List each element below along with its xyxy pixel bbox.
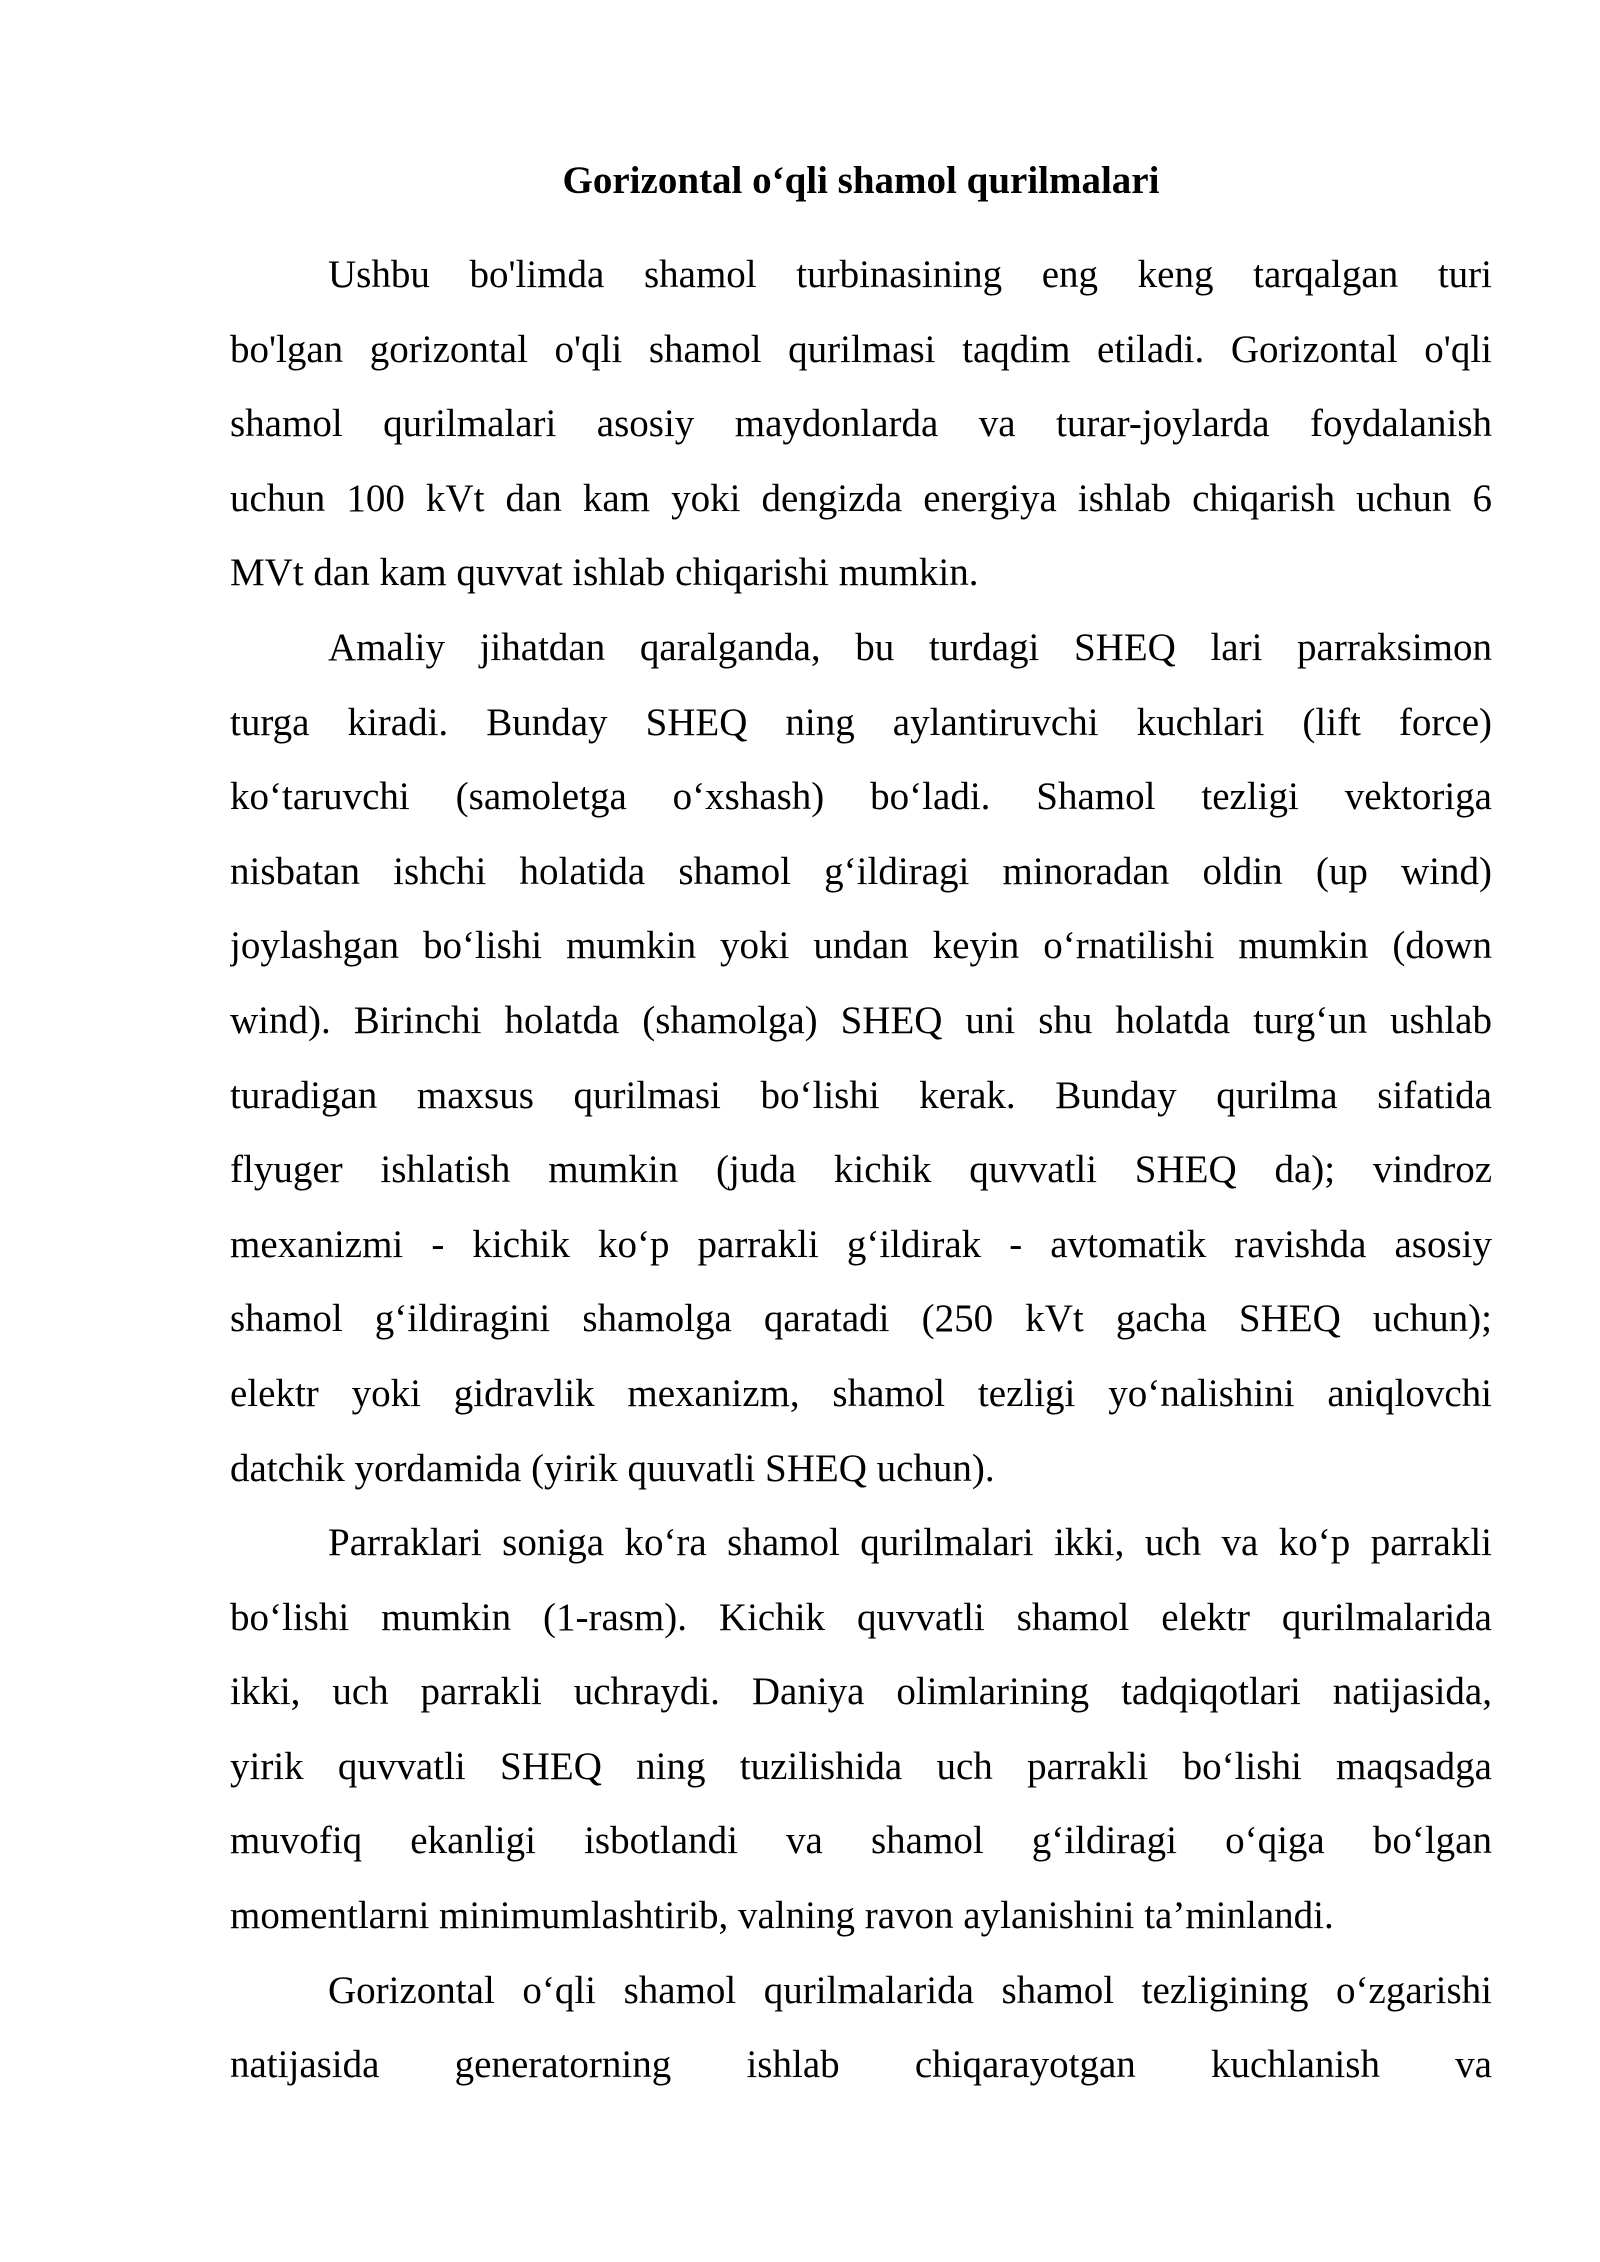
text-line: nisbatan ishchi holatida shamol g‘ildiragi minoradan oldin (up wind) (230, 849, 1492, 893)
text-line: mexanizmi - kichik ko‘p parrakli g‘ildirak - avtomatik ravishda asosiy (230, 1222, 1492, 1266)
text-line: yirik quvvatli SHEQ ning tuzilishida uch parrakli bo‘lishi maqsadga (230, 1744, 1492, 1788)
text-line: Gorizontal o‘qli shamol qurilmalarida shamol tezligining o‘zgarishi (328, 1968, 1492, 2012)
text-line: ko‘taruvchi (samoletga o‘xshash) bo‘ladi. Shamol tezligi vektoriga (230, 775, 1492, 819)
paragraph-1 (230, 238, 1492, 611)
document-body (230, 143, 1492, 2103)
text-line: Amaliy jihatdan qaralganda, bu turdagi SHEQ lari parraksimon (328, 625, 1492, 669)
text-line: muvofiq ekanligi isbotlandi va shamol g‘ildiragi o‘qiga bo‘lgan (230, 1819, 1492, 1863)
text-line: bo‘lishi mumkin (1-rasm). Kichik quvvatli shamol elektr qurilmalarida (230, 1595, 1492, 1639)
text-line: MVt dan kam quvvat ishlab chiqarishi mumkin. (230, 551, 979, 595)
text-line: Ushbu bo'limda shamol turbinasining eng keng tarqalgan turi (328, 253, 1492, 296)
text-line: Parraklari soniga ko‘ra shamol qurilmalari ikki, uch va ko‘p parrakli (328, 1521, 1492, 1565)
text-line: ikki, uch parrakli uchraydi. Daniya olimlarining tadqiqotlari natijasida, (230, 1670, 1492, 1714)
page-title: Gorizontal o‘qli shamol qurilmalari (562, 159, 1160, 202)
text-line: flyuger ishlatish mumkin (juda kichik quvvatli SHEQ da); vindroz (230, 1148, 1492, 1192)
text-line: wind). Birinchi holatda (shamolga) SHEQ uni shu holatda turg‘un ushlab (230, 998, 1492, 1042)
text-line: datchik yordamida (yirik quuvatli SHEQ uchun). (230, 1446, 995, 1490)
text-line: momentlarni minimumlashtirib, valning ravon aylanishini ta’minlandi. (230, 1894, 1334, 1938)
text-line: shamol qurilmalari asosiy maydonlarda va turar-joylarda foydalanish (230, 402, 1492, 446)
text-line: natijasida generatorning ishlab chiqarayotgan kuchlanish va (230, 2043, 1492, 2087)
paragraph-3 (230, 1506, 1492, 1954)
text-line: shamol g‘ildiragini shamolga qaratadi (250 kVt gacha SHEQ uchun); (230, 1297, 1492, 1341)
paragraph-4 (230, 1954, 1492, 2103)
text-line: turadigan maxsus qurilmasi bo‘lishi kerak. Bunday qurilma sifatida (230, 1073, 1492, 1117)
text-line: bo'lgan gorizontal o'qli shamol qurilmasi taqdim etiladi. Gorizontal o'qli (230, 327, 1492, 371)
text-line: uchun 100 kVt dan kam yoki dengizda energiya ishlab chiqarish uchun 6 (230, 476, 1492, 520)
text-line: joylashgan bo‘lishi mumkin yoki undan keyin o‘rnatilishi mumkin (down (230, 924, 1492, 968)
paragraph-2 (230, 611, 1492, 1506)
text-line: elektr yoki gidravlik mexanizm, shamol tezligi yo‘nalishini aniqlovchi (230, 1371, 1492, 1415)
text-line: turga kiradi. Bunday SHEQ ning aylantiruvchi kuchlari (lift force) (230, 700, 1492, 744)
